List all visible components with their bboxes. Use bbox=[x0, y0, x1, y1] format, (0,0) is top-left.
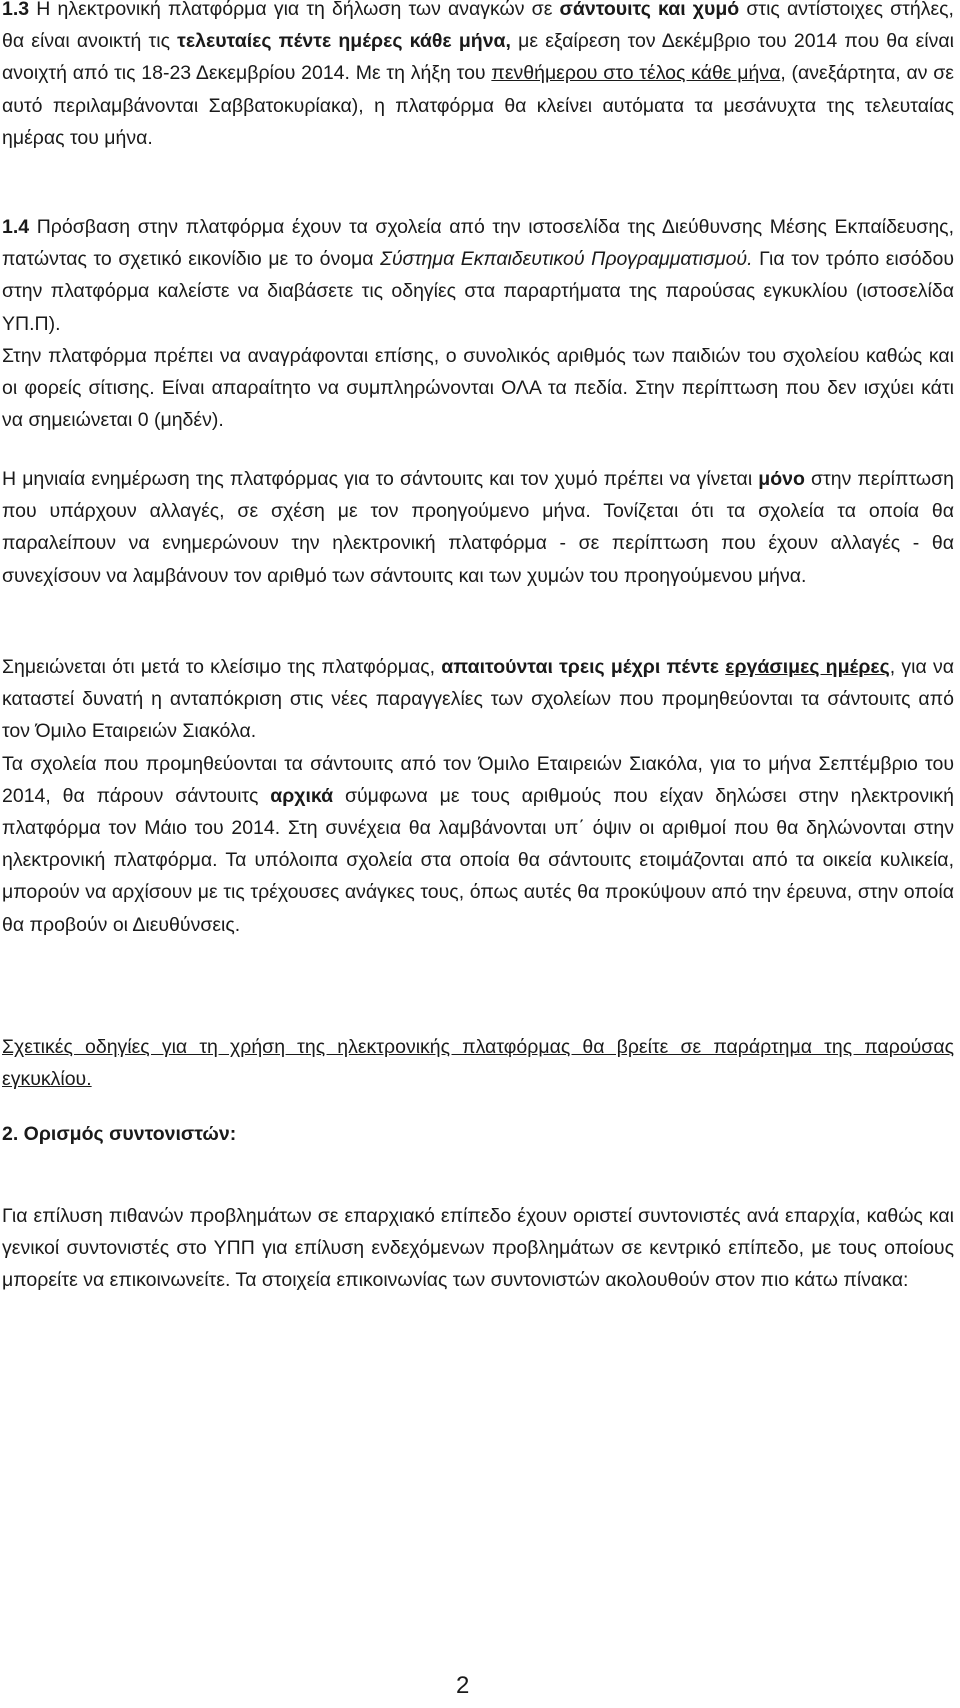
section-number: 1.3 bbox=[2, 0, 30, 20]
paragraph-monthly-update bbox=[2, 463, 954, 592]
text: , (ανεξάρτητα, αν σε αυτό περιλαμβάνονται Σαββατοκυρίακα), η πλατφόρμα θα κλείνει αυτόματα τα μεσάνυχτα της τελευταίας ημέρας του μήνα. bbox=[2, 62, 954, 149]
paragraph-1-3 bbox=[2, 0, 954, 154]
paragraph-instructions-appendix: Σχετικές οδηγίες για τη χρήση της ηλεκτρονικής πλατφόρμας θα βρείτε σε παράρτημα της παρούσας εγκυκλίου. bbox=[2, 1036, 954, 1091]
text: , για να καταστεί δυνατή η ανταπόκριση στις νέες παραγγελίες των σχολείων που προμηθεύονται τα σάντουιτς από τον Όμιλο Εταιρειών Σιακόλα. bbox=[2, 656, 954, 743]
text: στις αντίστοιχες στήλες, θα είναι ανοικτή τις bbox=[2, 0, 954, 53]
text: σύμφωνα με τους αριθμούς που είχαν δηλώσει στην ηλεκτρονική πλατφόρμα τον Μάιο του 2014. Στη συνέχεια θα λαμβάνονται υπ΄ όψιν οι αριθμοί που θα δηλώνονται στην ηλεκτρονική πλατφόρμα. Τα υπόλοιπα σχολεία στα οποία θα σάντουιτς ετοιμάζονται από τα οικεία κυλικεία, μπορούν να αρχίσουν με τις τρέχουσες ανάγκες τους, όπως αυτές θα προκύψουν από την έρευνα, στην οποία θα προβούν οι Διευθύνσεις. bbox=[2, 784, 954, 936]
text: στην περίπτωση που υπάρχουν αλλαγές, σε σχέση με τον προηγούμενο μήνα. Τονίζεται ότι τα σχολεία τα οποία θα παραλείπουν να ενημερώνουν την ηλεκτρονική πλατφόρμα - σε περίπτωση που έχουν αλλαγές - θα συνεχίσουν να λαμβάνουν τον αριθμό των σάντουιτς και των χυμών του προηγούμενου μήνα. bbox=[2, 468, 954, 587]
italic-system-name: Σύστημα Εκπαιδευτικού Προγραμματισμού. bbox=[380, 248, 753, 271]
paragraph-1-4 bbox=[2, 211, 954, 436]
text: Τα σχολεία που προμηθεύονται τα σάντουιτς από τον Όμιλο Εταιρειών Σιακόλα, για το μήνα Σεπτέμβριο του 2014, θα πάρουν σάντουιτς bbox=[2, 752, 954, 807]
text: Η ηλεκτρονική πλατφόρμα για τη δήλωση των αναγκών σε bbox=[29, 0, 560, 20]
underlined-text: πενθήμερου στο τέλος κάθε μήνα bbox=[491, 62, 781, 85]
bold-text: απαιτούνται τρεις μέχρι πέντε bbox=[441, 656, 726, 678]
section-title: 2. Ορισμός συντονιστών: bbox=[2, 1123, 237, 1145]
section-2-body: Για επίλυση πιθανών προβλημάτων σε επαρχιακό επίπεδο έχουν οριστεί συντονιστές ανά επαρχία, καθώς και γενικοί συντονιστές στο ΥΠΠ για επίλυση ενδεχόμενων προβλημάτων σε κεντρικό επίπεδο, με τους οποίους μπορείτε να επικοινωνείτε. Τα στοιχεία επικοινωνίας των συντονιστών ακολουθούν στον πιο κάτω πίνακα: bbox=[2, 1205, 954, 1292]
page-number: 2 bbox=[456, 1672, 470, 1699]
section-2-title bbox=[2, 1118, 954, 1150]
paragraph-closing-note bbox=[2, 651, 954, 941]
bold-text: αρχικά bbox=[270, 784, 334, 807]
bold-text: μόνο bbox=[758, 468, 805, 490]
text: Σημειώνεται ότι μετά το κλείσιμο της πλατφόρμας, bbox=[2, 656, 442, 678]
section-number: 1.4 bbox=[2, 216, 30, 238]
bold-text: τελευταίες πέντε ημέρες κάθε μήνα, bbox=[177, 30, 511, 53]
text: Στην πλατφόρμα πρέπει να αναγράφονται επίσης, ο συνολικός αριθμός των παιδιών του σχολείου καθώς και οι φορείς σίτισης. Είναι απαραίτητο να συμπληρώνονται ΟΛΑ τα πεδία. Στην περίπτωση που δεν ισχύει κάτι να σημειώνεται 0 (μηδέν). bbox=[2, 344, 954, 432]
text: Πρόσβαση στην πλατφόρμα έχουν τα σχολεία από την ιστοσελίδα της Διεύθυνσης Μέσης Εκπαίδευσης, πατώντας το σχετικό εικονίδιο με το όνομα bbox=[2, 216, 954, 271]
bold-underlined-text: εργάσιμες ημέρες bbox=[725, 656, 890, 678]
text: με εξαίρεση τον Δεκέμβριο του 2014 που θα είναι ανοιχτή από τις 18-23 Δεκεμβρίου 2014. Με τη λήξη του bbox=[2, 30, 954, 85]
text: Η μηνιαία ενημέρωση της πλατφόρμας για το σάντουιτς και τον χυμό πρέπει να γίνεται bbox=[2, 468, 759, 490]
bold-text: σάντουιτς και χυμό bbox=[559, 0, 740, 20]
text: Για τον τρόπο εισόδου στην πλατφόρμα καλείστε να διαβάσετε τις οδηγίες στα παραρτήματα της παρούσας εγκυκλίου (ιστοσελίδα ΥΠ.Π). bbox=[2, 248, 954, 335]
